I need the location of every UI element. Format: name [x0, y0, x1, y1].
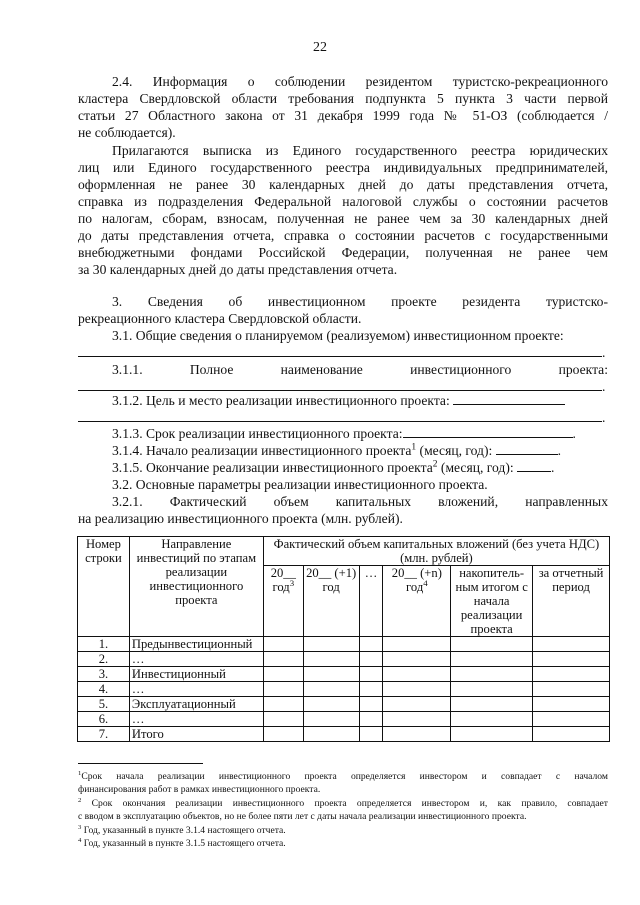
- section-3-1-1-blank-line[interactable]: .: [78, 378, 608, 395]
- attach-line-8: за 30 календарных дней до даты представления отчета.: [78, 262, 398, 277]
- table-row: [78, 652, 610, 667]
- table-cell[interactable]: [263, 652, 303, 667]
- footnote-4: $^4$ Год, указанный в пункте 3.1.5 настоящего отчета.: [78, 836, 286, 849]
- table-cell[interactable]: [533, 712, 610, 727]
- table-cell[interactable]: [451, 667, 533, 682]
- row-number: 4.: [78, 682, 130, 697]
- section-3-2-1-line-1: 3.2.1. Фактический объем капитальных вложений, направленных: [112, 494, 608, 509]
- header-year-plus-1: 20__ (+1) год: [303, 566, 359, 637]
- section-3-2-title: 3.2. Основные параметры реализации инвестиционного проекта.: [112, 477, 488, 492]
- table-cell[interactable]: [359, 637, 383, 652]
- table-row: [78, 727, 610, 742]
- section-2-4-line-3: статьи 27 Областного закона от 31 декабря 1999 года № 51-ОЗ (соблюдается /: [78, 108, 608, 123]
- section-3-1-4-label-suffix: (месяц, год):: [416, 443, 493, 458]
- section-3-1-5-label: 3.1.5. Окончание реализации инвестиционного проекта: [112, 460, 433, 475]
- header-year-base: 20__ год$^3$: [263, 566, 303, 637]
- capital-investment-table: [77, 536, 610, 742]
- table-row: [78, 697, 610, 712]
- section-2-4-line-4: не соблюдается).: [78, 125, 176, 140]
- row-stage-name: Предынвестиционный: [129, 637, 263, 652]
- table-cell[interactable]: [451, 637, 533, 652]
- row-number: 7.: [78, 727, 130, 742]
- table-cell[interactable]: [383, 667, 451, 682]
- footnote-2-line-2: с вводом в эксплуатацию объектов, но не более пяти лет с даты начала реализации инвестиционного проекта.: [78, 811, 527, 822]
- section-3-1-blank-line: .: [78, 344, 608, 361]
- section-3-1-title: 3.1. Общие сведения о планируемом (реализуемом) инвестиционном проекте:: [112, 328, 564, 343]
- footnote-1-line-1: $^1$Срок начала реализации инвестиционного проекта определяется инвестором и совпадает с началом: [78, 769, 608, 782]
- section-3-1-3-label: 3.1.3. Срок реализации инвестиционного проекта:: [112, 426, 403, 441]
- table-cell[interactable]: [263, 667, 303, 682]
- table-cell[interactable]: [359, 682, 383, 697]
- table-cell[interactable]: [359, 712, 383, 727]
- page-number: 22: [313, 40, 327, 55]
- table-row: [78, 637, 610, 652]
- table-cell[interactable]: [359, 727, 383, 742]
- table-cell[interactable]: [383, 727, 451, 742]
- row-stage-name: Инвестиционный: [129, 667, 263, 682]
- section-2-4-line-2: кластера Свердловской области требования подпункта 5 пункта 3 части первой: [78, 91, 608, 106]
- footnote-2-line-1: $^2$ Срок окончания реализации инвестиционного проекта определяется инвестором и, как правило, совпадает: [78, 796, 609, 809]
- table-cell[interactable]: [359, 652, 383, 667]
- table-cell[interactable]: [383, 637, 451, 652]
- footnote-1-line-2: финансирования работ в рамках инвестиционного проекта.: [78, 784, 321, 795]
- table-cell[interactable]: [451, 727, 533, 742]
- header-year-ellipsis: …: [359, 566, 383, 637]
- section-3-1-4-field[interactable]: 3.1.4. Начало реализации инвестиционного проекта$^1$ (месяц, год): .: [112, 442, 562, 458]
- section-3-1-5-field[interactable]: 3.1.5. Окончание реализации инвестиционного проекта$^2$ (месяц, год): .: [112, 459, 555, 475]
- table-cell[interactable]: [263, 727, 303, 742]
- row-stage-name: Эксплуатационный: [129, 697, 263, 712]
- table-cell[interactable]: [451, 712, 533, 727]
- section-3-1-2-blank-line[interactable]: .: [78, 409, 608, 426]
- table-row: [78, 712, 610, 727]
- table-cell[interactable]: [263, 697, 303, 712]
- table-cell[interactable]: [303, 712, 359, 727]
- row-stage-name: …: [129, 682, 263, 697]
- table-cell[interactable]: [451, 697, 533, 712]
- row-number: 5.: [78, 697, 130, 712]
- attach-line-2: лиц или Единого государственного реестра индивидуальных предпринимателей,: [78, 160, 608, 175]
- attach-line-6: до даты представления отчета, справка о состоянии расчетов с государственными: [78, 228, 608, 243]
- table-cell[interactable]: [303, 682, 359, 697]
- table-cell[interactable]: [533, 667, 610, 682]
- row-number: 6.: [78, 712, 130, 727]
- footnote-ref-4: 4: [423, 577, 428, 588]
- table-cell[interactable]: [533, 652, 610, 667]
- table-cell[interactable]: [303, 697, 359, 712]
- table-cell[interactable]: [263, 712, 303, 727]
- header-direction: Направление инвестиций по этапам реализации инвестиционного проекта: [129, 537, 263, 637]
- section-3-line-2: рекреационного кластера Свердловской области.: [78, 311, 362, 326]
- table-cell[interactable]: [533, 637, 610, 652]
- table-cell[interactable]: [263, 682, 303, 697]
- attach-line-7: внебюджетными фондами Российской Федерации, полученная не ранее чем: [78, 245, 608, 260]
- section-3-1-3-field[interactable]: 3.1.3. Срок реализации инвестиционного проекта: .: [112, 426, 576, 441]
- table-cell[interactable]: [303, 637, 359, 652]
- row-number: 2.: [78, 652, 130, 667]
- row-stage-name: …: [129, 712, 263, 727]
- section-3-2-1-line-2: на реализацию инвестиционного проекта (млн. рублей).: [78, 511, 403, 526]
- table-cell[interactable]: [303, 667, 359, 682]
- table-cell[interactable]: [451, 682, 533, 697]
- header-row-number: Номер строки: [78, 537, 130, 637]
- table-cell[interactable]: [303, 652, 359, 667]
- footnote-3: $^3$ Год, указанный в пункте 3.1.4 настоящего отчета.: [78, 823, 286, 836]
- section-3-line-1: 3. Сведения об инвестиционном проекте резидента туристско-: [112, 294, 608, 309]
- attach-line-1: Прилагаются выписка из Единого государственного реестра юридических: [112, 143, 608, 158]
- section-2-4-line-1: 2.4. Информация о соблюдении резидентом туристско-рекреационного: [112, 74, 608, 89]
- row-number: 1.: [78, 637, 130, 652]
- attach-line-4: справка из подразделения Федеральной налоговой службы о состоянии расчетов: [78, 194, 608, 209]
- header-cumulative: накопитель-ным итогом с начала реализации проекта: [451, 566, 533, 637]
- table-cell[interactable]: [533, 697, 610, 712]
- footnote-ref-1: 1: [411, 442, 417, 453]
- table-cell[interactable]: [359, 697, 383, 712]
- attach-line-3: оформленная не ранее 30 календарных дней до даты представления отчета,: [78, 177, 608, 192]
- table-row: [78, 682, 610, 697]
- table-cell[interactable]: [383, 682, 451, 697]
- table-cell[interactable]: [383, 697, 451, 712]
- footnote-ref-2: 2: [432, 459, 438, 470]
- section-3-1-2-label: 3.1.2. Цель и место реализации инвестиционного проекта:: [112, 393, 450, 408]
- table-cell[interactable]: [383, 652, 451, 667]
- table-cell[interactable]: [303, 727, 359, 742]
- table-row: [78, 667, 610, 682]
- section-3-1-5-label-suffix: (месяц, год):: [437, 460, 514, 475]
- attach-line-5: по налогам, сборам, взносам, полученная не ранее чем за 30 календарных дней: [78, 211, 608, 226]
- section-3-1-1-label: 3.1.1. Полное наименование инвестиционного проекта:: [112, 362, 608, 377]
- header-actual-volume: Фактический объем капитальных вложений (без учета НДС) (млн. рублей): [263, 537, 609, 566]
- header-reporting-period: за отчетный период: [533, 566, 610, 637]
- row-number: 3.: [78, 667, 130, 682]
- table-cell[interactable]: [383, 712, 451, 727]
- section-3-1-4-label: 3.1.4. Начало реализации инвестиционного проекта: [112, 443, 412, 458]
- table-cell[interactable]: [359, 667, 383, 682]
- footnote-ref-3: 3: [289, 577, 295, 588]
- row-stage-name: …: [129, 652, 263, 667]
- table-cell[interactable]: [263, 637, 303, 652]
- table-cell[interactable]: [533, 727, 610, 742]
- row-stage-name: Итого: [129, 727, 263, 742]
- section-3-1-2-field[interactable]: [112, 392, 608, 409]
- table-cell[interactable]: [533, 682, 610, 697]
- table-cell[interactable]: [451, 652, 533, 667]
- header-year-plus-n: 20__ (+n) год$^4$: [383, 566, 451, 637]
- footnote-divider: [78, 763, 203, 764]
